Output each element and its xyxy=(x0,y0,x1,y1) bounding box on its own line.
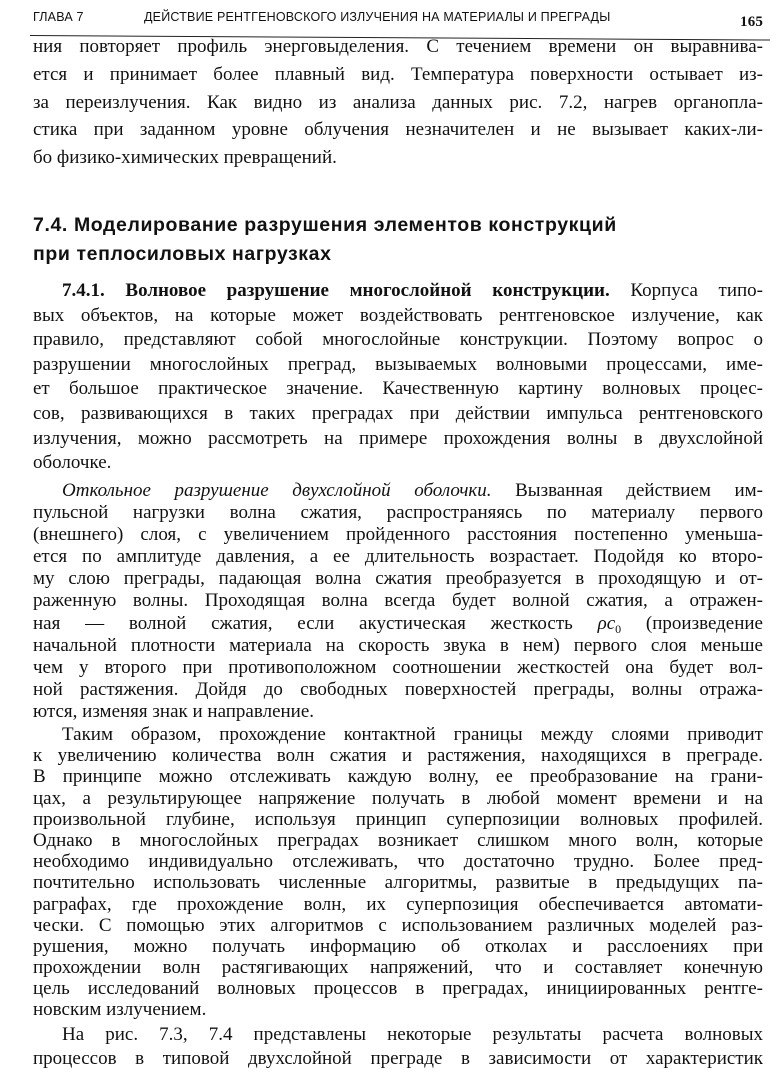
text-line xyxy=(33,872,763,893)
text-run: излучения, можно рассмотреть на примере прохождения волны в двухслойной xyxy=(33,427,763,449)
text-line xyxy=(33,679,763,701)
text-line xyxy=(33,279,763,304)
text-line xyxy=(33,915,763,936)
section-heading xyxy=(33,211,617,269)
text-line xyxy=(33,657,763,679)
text-line xyxy=(33,328,763,353)
paragraph-contact-boundary xyxy=(33,724,763,1021)
text-line xyxy=(33,144,763,172)
text-line xyxy=(33,402,763,427)
text-run: произвольной глубине, используя принцип суперпозиции волновых профилей. xyxy=(33,808,763,830)
paragraph-continued xyxy=(33,33,763,172)
text-run: Вызванная действием им- xyxy=(491,480,763,501)
text-run: раграфах, где прохождение волн, их суперпозиция обеспечивается автомати- xyxy=(33,893,763,915)
text-run: (внешнего) слоя, с увеличением пройденного расстояния постепенно уменьша- xyxy=(33,524,763,546)
text-run: Таким образом, прохождение контактной границы между слоями приводит xyxy=(62,724,763,745)
text-run: сов, развивающихся в таких преградах при действии импульса рентгеновского xyxy=(33,402,763,424)
text-line xyxy=(33,427,763,452)
text-line xyxy=(33,89,763,117)
paragraph-7-4-1 xyxy=(33,279,763,476)
text-line xyxy=(33,830,763,851)
text-run: рушения, можно получать информацию об отколах и расслоениях при xyxy=(33,935,763,957)
text-line xyxy=(33,635,763,657)
text-line xyxy=(33,1047,763,1071)
text-run: начальной плотности материала на скорость звука в нем) первого слоя меньше xyxy=(33,634,763,656)
subsection-title: 7.4.1. Волновое разрушение многослойной конструкции. xyxy=(62,280,610,301)
text-line xyxy=(33,451,763,476)
section-heading-line: 7.4. Моделирование разрушения элементов конструкций xyxy=(33,214,617,236)
text-run: Однако в многослойных преградах возникает слишком много волн, которые xyxy=(33,829,763,851)
text-run: стика при заданном уровне облучения незначителен и не вызывает каких-ли- xyxy=(33,119,763,141)
text-line xyxy=(33,33,763,61)
text-run: прохождении волн растягивающих напряжений, что и составляет конечную xyxy=(33,957,763,979)
text-line xyxy=(33,724,763,745)
text-line xyxy=(33,524,763,546)
text-run: раженную волны. Проходящая волна всегда будет волной сжатия, а отражен- xyxy=(33,590,763,612)
text-run: бо физико-химических превращений. xyxy=(33,147,337,169)
text-run: оболочке. xyxy=(33,452,112,474)
text-run: ной растяжения. Дойдя до свободных поверхностей преграды, волны отража- xyxy=(33,678,763,700)
paragraph-figures xyxy=(33,1023,763,1071)
subscript: 0 xyxy=(615,621,622,636)
text-run: ются, изменяя знак и направление. xyxy=(33,700,315,722)
text-line xyxy=(33,1023,763,1047)
text-line xyxy=(33,116,763,144)
text-run: В принципе можно отслеживать каждую волну, ее преобразование на грани- xyxy=(33,766,763,788)
text-run: (произведение xyxy=(621,612,763,634)
text-line xyxy=(33,377,763,402)
text-line xyxy=(33,613,763,635)
text-run: за переизлучения. Как видно из анализа данных рис. 7.2, нагрев органопла- xyxy=(33,91,763,113)
text-line xyxy=(33,304,763,329)
text-line xyxy=(33,978,763,999)
text-run: чески. С помощью этих алгоритмов с использованием различных моделей раз- xyxy=(33,914,763,936)
text-line xyxy=(33,809,763,830)
text-line xyxy=(33,353,763,378)
paragraph-spall-fracture xyxy=(33,480,763,723)
text-run: разрушении многослойных преград, вызываемых волновыми процессами, име- xyxy=(33,353,763,375)
text-run: почтительно использовать численные алгоритмы, развитые в предыдущих па- xyxy=(33,872,763,894)
text-line xyxy=(33,851,763,872)
text-line xyxy=(33,745,763,766)
text-run: к увеличению количества волн сжатия и растяжения, находящихся в преграде. xyxy=(33,745,763,767)
section-heading-line: при теплосиловых нагрузках xyxy=(33,243,332,265)
text-line xyxy=(33,502,763,524)
text-run: На рис. 7.3, 7.4 представлены некоторые результаты расчета волновых xyxy=(62,1024,763,1045)
text-line xyxy=(33,61,763,89)
text-run: необходимо индивидуально отслеживать, что достаточно трудно. Более пред- xyxy=(33,851,763,873)
text-run: процессов в типовой двухслойной преграде в зависимости от характеристик xyxy=(33,1048,763,1069)
text-line xyxy=(33,546,763,568)
text-line xyxy=(33,480,763,502)
text-run: ется и принимает более плавный вид. Температура поверхности остывает из- xyxy=(33,63,763,85)
text-line xyxy=(33,701,763,723)
text-line xyxy=(33,568,763,590)
text-run: вых объектов, на которые может воздействовать рентгеновское излучение, как xyxy=(33,304,763,326)
text-line xyxy=(33,894,763,915)
text-line xyxy=(33,590,763,612)
running-header-title: ДЕЙСТВИЕ РЕНТГЕНОВСКОГО ИЗЛУЧЕНИЯ НА МАТЕРИАЛЫ И ПРЕГРАДЫ xyxy=(144,10,611,24)
text-run: Корпуса типо- xyxy=(609,280,763,301)
text-run: новским излучением. xyxy=(33,999,207,1021)
page-number: 165 xyxy=(740,14,764,30)
text-run: чем у второго при противоположном соотношении жесткостей она будет вол- xyxy=(33,656,763,678)
text-line xyxy=(33,957,763,978)
italic-run-in-title: ρc xyxy=(597,612,616,634)
text-run: ная — волной сжатия, если акустическая жесткость xyxy=(33,612,598,634)
text-line xyxy=(33,936,763,957)
text-run: цах, а результирующее напряжение получать в любой момент времени и на xyxy=(33,787,763,809)
text-line xyxy=(33,788,763,809)
italic-run-in-title: Откольное разрушение двухслойной оболочки. xyxy=(62,480,492,501)
text-run: ния повторяет профиль энерговыделения. С течением времени он выравнива- xyxy=(33,36,763,57)
text-run: му слою преграды, падающая волна сжатия преобразуется в проходящую и от- xyxy=(33,568,763,590)
text-run: правило, представляют собой многослойные конструкции. Поэтому вопрос о xyxy=(33,329,763,351)
text-line xyxy=(33,999,763,1020)
text-run: цель исследований волновых процессов в преградах, инициированных рентге- xyxy=(33,978,763,1000)
text-run: ет большое практическое значение. Качественную картину волновых процес- xyxy=(33,378,763,400)
text-run: ется по амплитуде давления, а ее длительность возрастает. Подойдя ко второ- xyxy=(33,546,763,568)
running-header-chapter: ГЛАВА 7 xyxy=(33,10,84,24)
text-run: пульсной нагрузки волна сжатия, распространяясь по материалу первого xyxy=(33,502,763,524)
text-line xyxy=(33,766,763,787)
